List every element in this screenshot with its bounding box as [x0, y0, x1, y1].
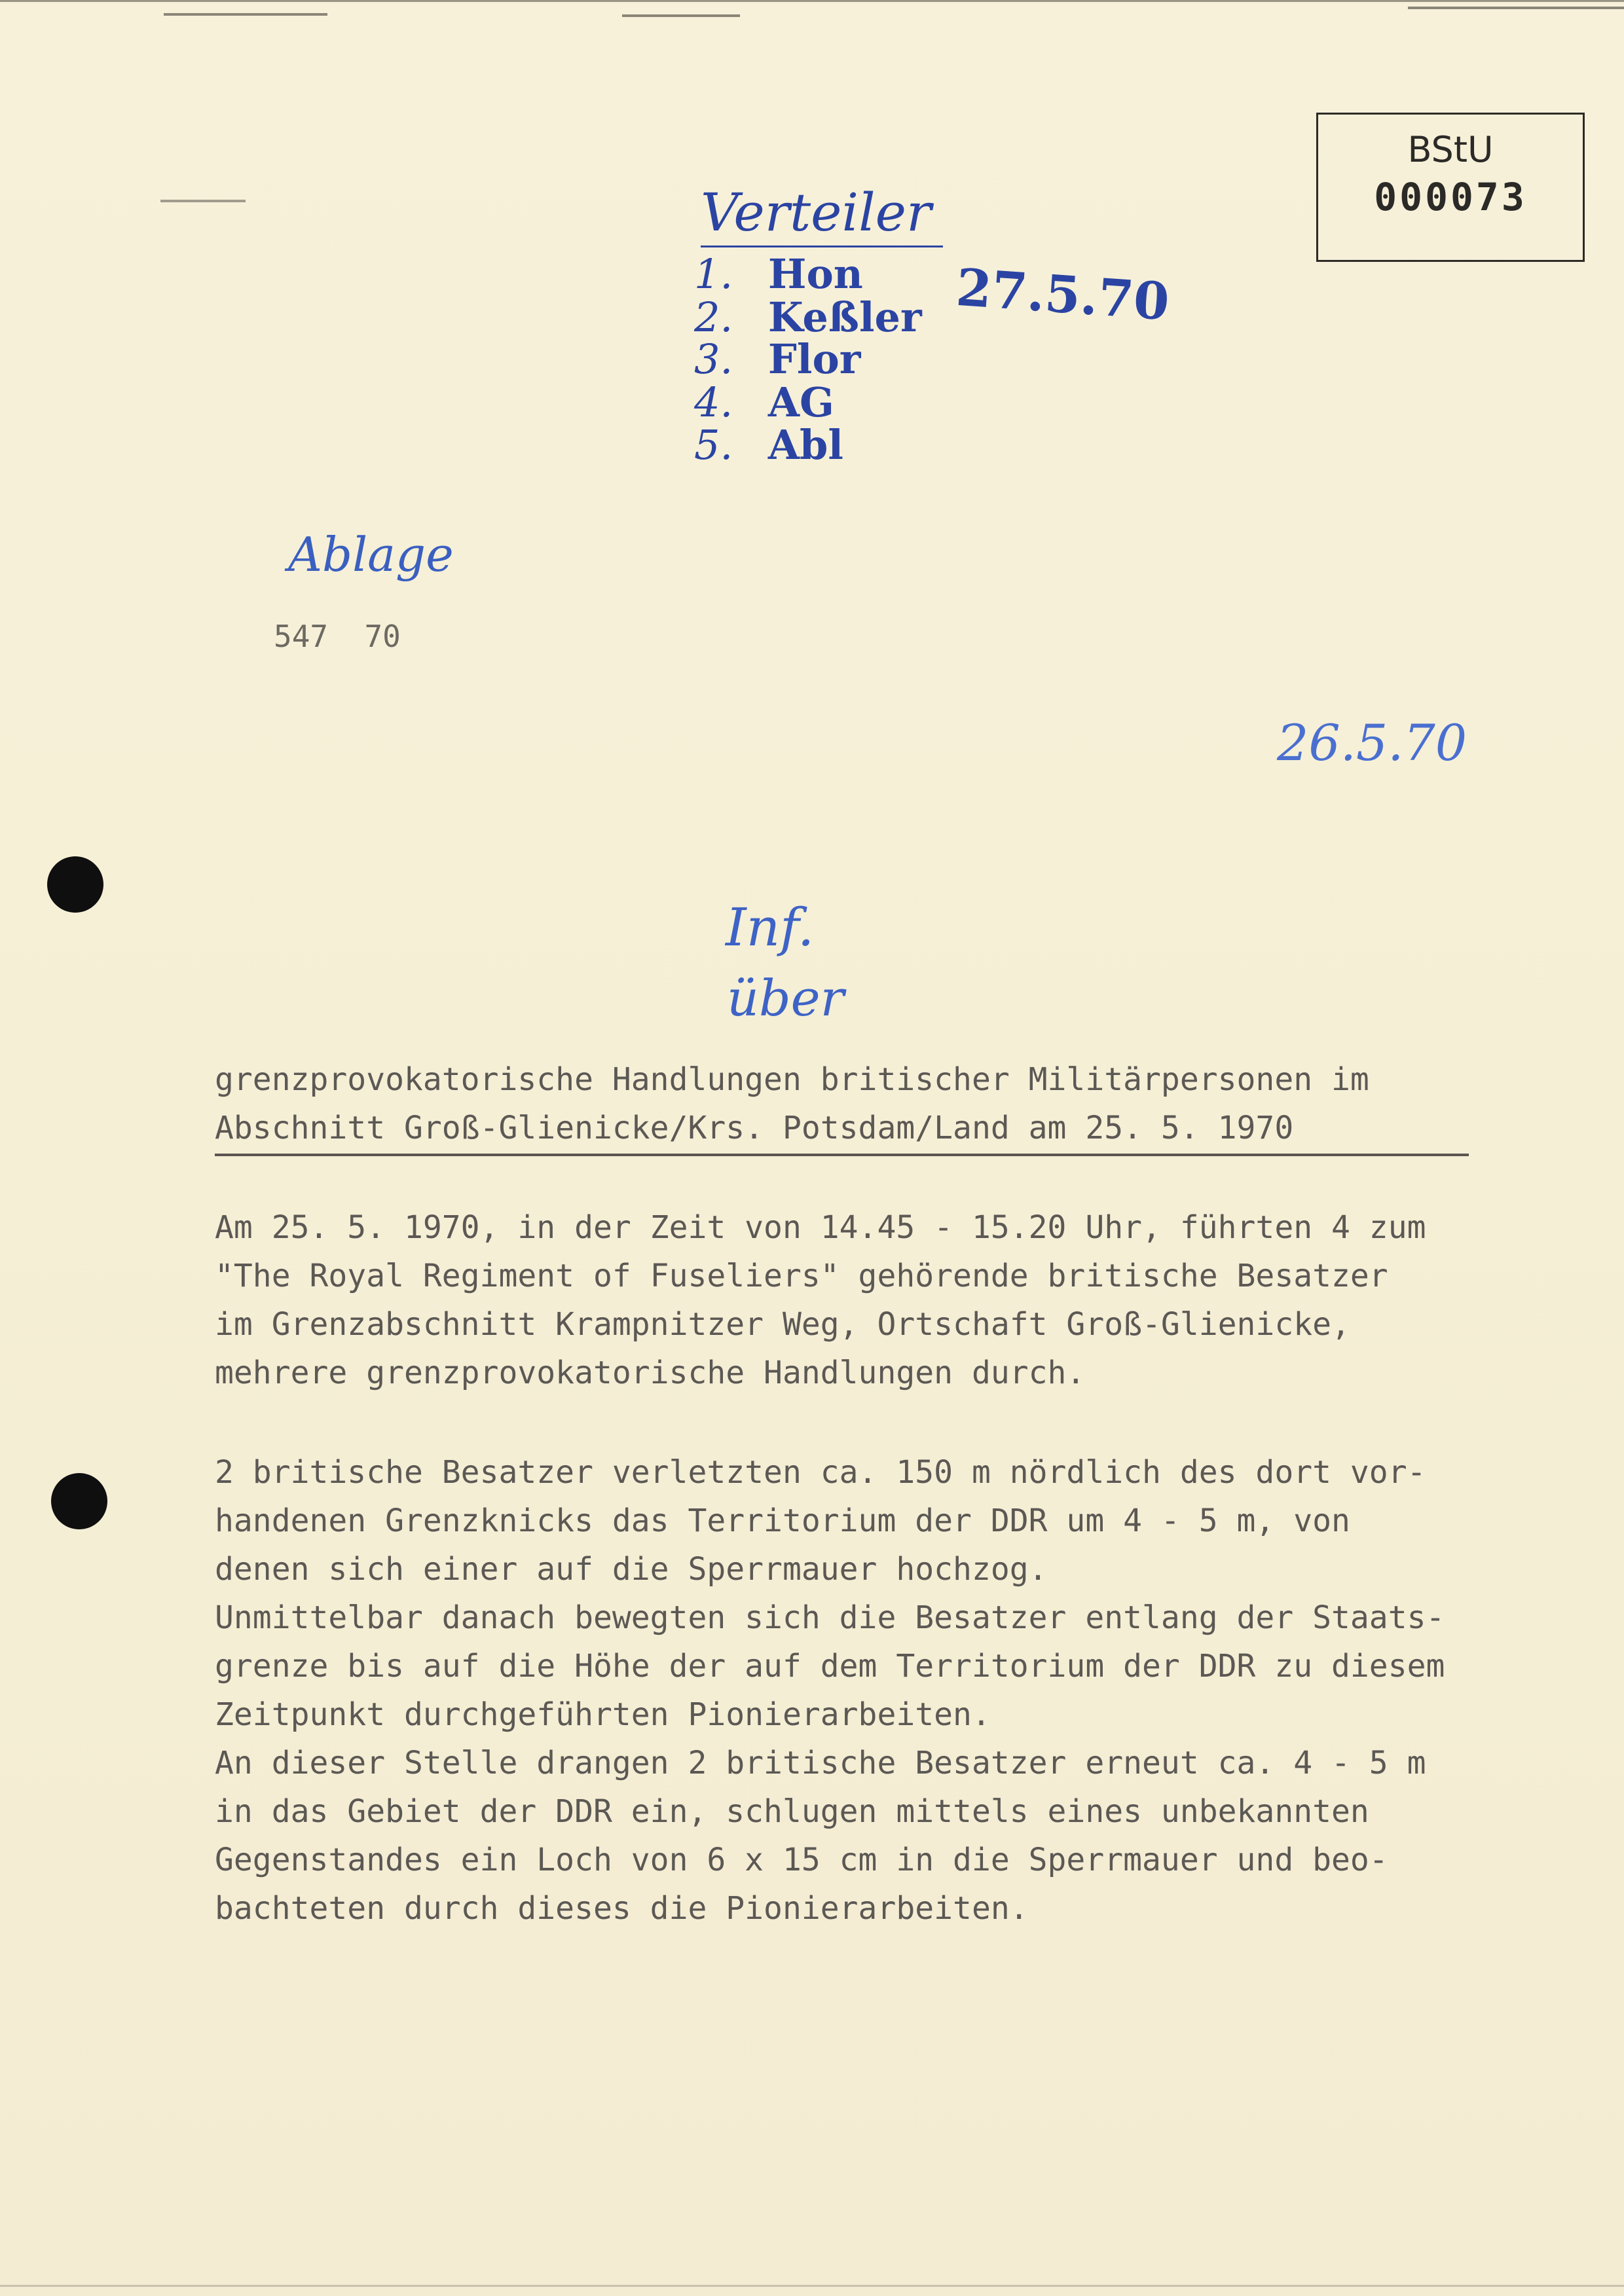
filing-label: Ablage — [288, 527, 454, 582]
handwritten-note-info: Inf. — [726, 897, 815, 958]
distribution-item-name: AG — [767, 378, 834, 426]
paragraph-line: An dieser Stelle drangen 2 britische Besatzer erneut ca. 4 - 5 m — [215, 1745, 1426, 1781]
distribution-item-number: 5. — [694, 421, 733, 469]
paragraph-line: im Grenzabschnitt Krampnitzer Weg, Ortschaft Groß-Glienicke, — [215, 1306, 1350, 1343]
top-edge-mark-middle — [622, 14, 740, 17]
bottom-edge-line — [0, 2285, 1624, 2287]
punch-hole-bottom — [51, 1473, 107, 1529]
paragraph-line: 2 britische Besatzer verletzten ca. 150 m nördlich des dort vor- — [215, 1454, 1426, 1491]
top-edge-line — [0, 0, 1624, 2]
paragraph-line: grenze bis auf die Höhe der auf dem Territorium der DDR zu diesem — [215, 1648, 1445, 1685]
paragraph-line: denen sich einer auf die Sperrmauer hochzog. — [215, 1551, 1048, 1588]
paragraph-line: Am 25. 5. 1970, in der Zeit von 14.45 - 15.20 Uhr, führten 4 zum — [215, 1209, 1426, 1246]
paragraph-line: Gegenstandes ein Loch von 6 x 15 cm in die Sperrmauer und beo- — [215, 1842, 1388, 1878]
paragraph-line: "The Royal Regiment of Fuseliers" gehörende britische Besatzer — [215, 1258, 1388, 1294]
distribution-heading: Verteiler — [701, 182, 932, 243]
distribution-item-name: Flor — [767, 335, 861, 383]
distribution-item-name: Keßler — [767, 293, 922, 341]
paragraph-line: handenen Grenzknicks das Territorium der DDR um 4 - 5 m, von — [215, 1503, 1350, 1539]
margin-tick-mark — [160, 200, 246, 202]
distribution-item-number: 3. — [694, 335, 733, 383]
distribution-item-name: Abl — [767, 421, 843, 469]
top-edge-mark-left — [164, 13, 327, 16]
distribution-item-1 — [694, 250, 863, 298]
title-line-2: Abschnitt Groß-Glienicke/Krs. Potsdam/Land am 25. 5. 1970 — [215, 1110, 1294, 1146]
title-underline — [215, 1154, 1469, 1156]
paragraph-1 — [215, 1203, 1479, 1397]
distribution-item-number: 4. — [694, 378, 733, 426]
filing-reference: 547 70 — [274, 619, 401, 654]
title-line-1: grenzprovokatorische Handlungen britischer Militärpersonen im — [215, 1061, 1369, 1098]
paragraph-line: Zeitpunkt durchgeführten Pionierarbeiten. — [215, 1696, 991, 1733]
handwritten-note-about: über — [727, 969, 844, 1027]
distribution-item-5 — [694, 421, 843, 469]
distribution-date: 27.5.70 — [954, 257, 1172, 333]
distribution-item-2 — [694, 293, 922, 341]
distribution-item-3 — [694, 335, 860, 383]
distribution-heading-underline — [701, 246, 943, 247]
punch-hole-top — [47, 856, 103, 913]
distribution-item-4 — [694, 378, 834, 426]
document-title — [215, 1055, 1479, 1152]
distribution-item-number: 1. — [694, 250, 733, 298]
top-edge-mark-right — [1408, 7, 1624, 9]
paragraph-line: Unmittelbar danach bewegten sich die Besatzer entlang der Staats- — [215, 1599, 1445, 1636]
paragraph-2 — [215, 1448, 1479, 1933]
stamp-archive-name: BStU — [1407, 129, 1494, 170]
archive-stamp — [1316, 113, 1585, 262]
distribution-item-name: Hon — [767, 250, 863, 298]
paragraph-line: mehrere grenzprovokatorische Handlungen durch. — [215, 1355, 1086, 1391]
handwritten-date: 26.5.70 — [1277, 714, 1467, 772]
paragraph-line: bachteten durch dieses die Pionierarbeiten. — [215, 1890, 1029, 1927]
paragraph-line: in das Gebiet der DDR ein, schlugen mittels eines unbekannten — [215, 1793, 1369, 1830]
distribution-item-number: 2. — [694, 293, 733, 341]
stamp-page-number: 000073 — [1374, 175, 1527, 219]
